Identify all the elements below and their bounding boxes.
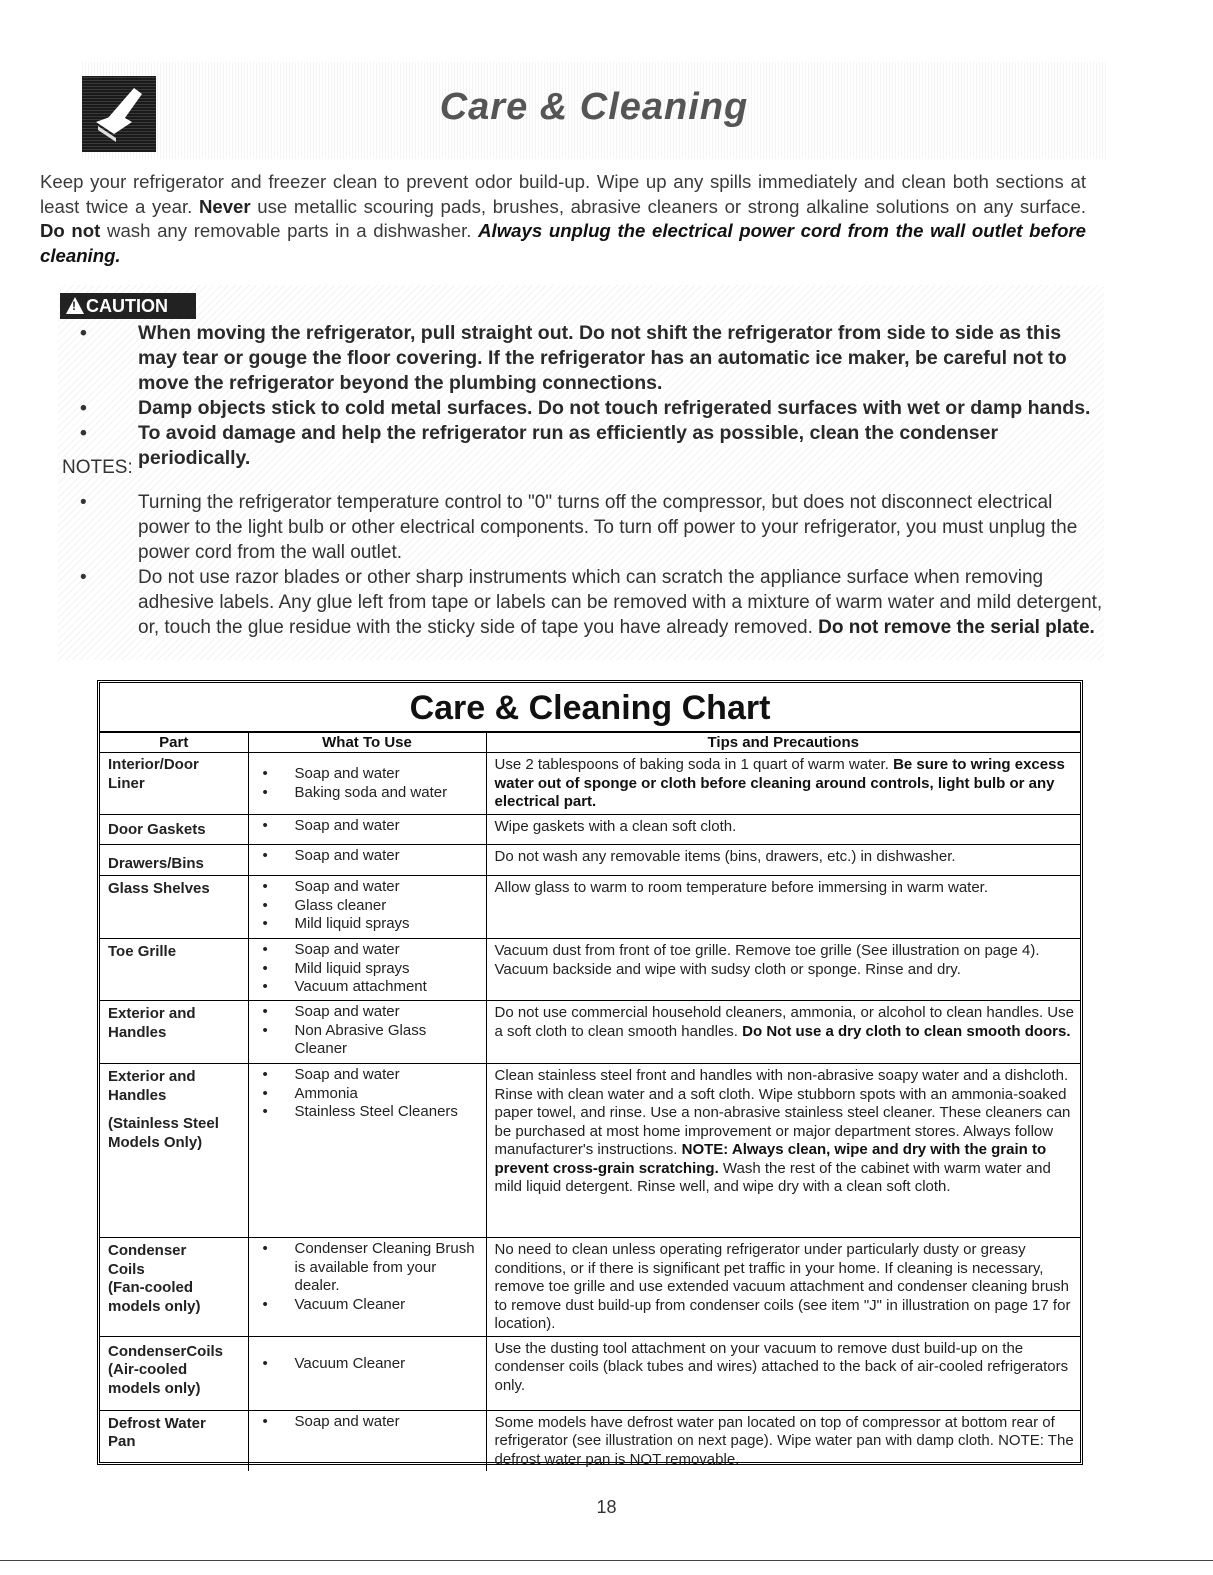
tip-text: Vacuum dust from front of toe grille. Remove toe grille (See illustration on page 4). Vacuum backside and wipe with sudsy cloth or sponge. Rinse and dry. xyxy=(494,942,1040,978)
cell-part xyxy=(100,1410,248,1471)
cell-tips xyxy=(486,1410,1080,1471)
caution-badge: !CAUTION xyxy=(60,293,196,319)
caution-item: • To avoid damage and help the refrigerator run as efficiently as possible, clean the condenser periodically. xyxy=(58,421,1104,471)
tip-text: Clean stainless steel front and handles with non-abrasive soapy water and a dishcloth. Rinse with clean water and a soft cloth. Wipe stubborn spots with an ammonia-soaked paper towel, and rinse. Use a non-abrasive stainless steel cleaner. These cleaners can be purchased at most home improvement or major department stores. Always follow manufacturer's instructions. xyxy=(494,1067,1071,1158)
tip-text: Use 2 tablespoons of baking soda in 1 quart of warm water. xyxy=(494,756,894,773)
note-item: • Do not use razor blades or other sharp instruments which can scratch the appliance surface when removing adhesive labels. Any glue left from tape or labels can be removed with a mixture of warm water and mild detergent, or, touch the glue residue with the sticky side of tape you have already removed. Do not remove the serial plate. xyxy=(58,565,1104,640)
cell-what-to-use xyxy=(248,939,486,1001)
use-item: • Baking soda and water xyxy=(257,784,480,803)
cell-tips xyxy=(486,1238,1080,1337)
tip-emphasis: Be sure to wring excess water out of sponge or cloth before cleaning around controls, light bulb or any electrical part. xyxy=(494,756,1065,810)
part-line: models only) xyxy=(108,1379,201,1397)
part-line: Door Gaskets xyxy=(108,820,206,838)
part-line: Exterior and xyxy=(108,1005,196,1022)
use-item: • Mild liquid sprays xyxy=(257,960,480,979)
cell-what-to-use xyxy=(248,1064,486,1238)
cell-part xyxy=(100,1064,248,1238)
cell-tips xyxy=(486,1001,1080,1064)
use-item: • Condenser Cleaning Brush is available from your dealer. xyxy=(257,1240,480,1296)
use-item: • Soap and water xyxy=(257,765,480,784)
tip-text: Do not wash any removable items (bins, drawers, etc.) in dishwasher. xyxy=(494,847,956,865)
use-item: • Vacuum attachment xyxy=(257,978,480,997)
unplug-warning: Always unplug the electrical power cord from the wall outlet before cleaning. xyxy=(40,220,1087,266)
tip-emphasis: Do Not use a dry cloth to clean smooth doors. xyxy=(742,1022,1071,1040)
cell-tips xyxy=(486,753,1080,815)
chart-table xyxy=(100,733,1080,1471)
table-row xyxy=(100,1336,1080,1410)
part-line xyxy=(108,1105,242,1115)
use-item: • Vacuum Cleaner xyxy=(257,1296,480,1315)
cell-part xyxy=(100,1336,248,1410)
table-header-row xyxy=(100,733,1080,753)
tip-text: Do not use commercial household cleaners, ammonia, or alcohol to clean handles. Use a soft cloth to clean smooth handles. xyxy=(494,1004,1074,1040)
cell-part xyxy=(100,1238,248,1337)
part-line: (Fan-cooled xyxy=(108,1279,193,1296)
cell-tips xyxy=(486,1336,1080,1410)
part-line: (Stainless Steel xyxy=(108,1115,219,1132)
tip-text: Allow glass to warm to room temperature before immersing in warm water. xyxy=(494,879,989,896)
part-line: Defrost Water xyxy=(108,1414,206,1432)
cell-what-to-use xyxy=(248,844,486,876)
bottom-rule xyxy=(0,1560,1213,1561)
notes-heading: NOTES: xyxy=(62,457,133,478)
cell-part xyxy=(100,939,248,1001)
notes-list xyxy=(58,490,1104,640)
cell-part xyxy=(100,844,248,876)
part-line: Condenser xyxy=(108,1242,187,1259)
cell-tips xyxy=(486,876,1080,939)
part-line: Models Only) xyxy=(108,1133,203,1151)
part-line: Handles xyxy=(108,1023,167,1041)
cell-part xyxy=(100,753,248,815)
tip-text: Some models have defrost water pan located on top of compressor at bottom rear of refrigerator (see illustration on next page). Wipe water pan with damp cloth. NOTE: The defrost water pan is NOT removable. xyxy=(494,1413,1074,1468)
tip-text: Use the dusting tool attachment on your vacuum to remove dust build-up on the condenser coils (black tubes and wires) attached to the back of air-cooled refrigerators only. xyxy=(494,1339,1069,1394)
caution-box xyxy=(58,285,1104,660)
tip-text: Wash the rest of the cabinet with warm water and mild liquid detergent. Rinse well, and wipe dry with a clean soft cloth. xyxy=(494,1159,1051,1195)
table-row xyxy=(100,1064,1080,1238)
use-item: • Soap and water xyxy=(257,1066,480,1085)
table-row xyxy=(100,753,1080,815)
table-row xyxy=(100,814,1080,844)
use-item: • Soap and water xyxy=(257,941,480,960)
column-header-part: Part xyxy=(100,733,248,753)
cell-what-to-use xyxy=(248,1238,486,1337)
use-item: • Glass cleaner xyxy=(257,897,480,916)
use-item: • Vacuum Cleaner xyxy=(257,1355,480,1374)
cell-tips xyxy=(486,1064,1080,1238)
intro-paragraph: Keep your refrigerator and freezer clean to prevent odor build-up. Wipe up any spills immediately and clean both sections at least twice a year. Never use metallic scouring pads, brushes, abrasive cleaners or strong alkaline solutions on any surface. Do not wash any removable parts in a dishwasher. Always unplug the electrical power cord from the wall outlet before cleaning. xyxy=(40,171,1087,266)
table-row xyxy=(100,1001,1080,1064)
caution-list xyxy=(58,321,1104,471)
cell-what-to-use xyxy=(248,1410,486,1471)
use-item: • Soap and water xyxy=(257,847,480,866)
use-item: • Non Abrasive Glass Cleaner xyxy=(257,1022,480,1059)
cell-part xyxy=(100,814,248,844)
part-line: Toe Grille xyxy=(108,943,177,960)
cell-what-to-use xyxy=(248,753,486,815)
part-line: Glass Shelves xyxy=(108,880,210,897)
section-header xyxy=(82,62,1106,158)
chart-title: Care & Cleaning Chart xyxy=(100,683,1080,733)
part-line: Liner xyxy=(108,774,145,792)
cell-tips xyxy=(486,814,1080,844)
note-item: • Turning the refrigerator temperature control to "0" turns off the compressor, but does not disconnect electrical power to the light bulb or other electrical components. To turn off power to your refrigerator, you must unplug the power cord from the wall outlet. xyxy=(58,490,1104,565)
page-title: Care & Cleaning xyxy=(439,86,749,128)
part-line: Coils xyxy=(108,1260,145,1278)
tip-text: Wipe gaskets with a clean soft cloth. xyxy=(494,817,737,835)
table-row xyxy=(100,1410,1080,1471)
cell-what-to-use xyxy=(248,1336,486,1410)
use-item: • Soap and water xyxy=(257,878,480,897)
care-cleaning-chart xyxy=(97,680,1083,1468)
use-item: • Stainless Steel Cleaners xyxy=(257,1103,480,1122)
cell-tips xyxy=(486,939,1080,1001)
part-line: models only) xyxy=(108,1297,201,1315)
caution-item: • When moving the refrigerator, pull straight out. Do not shift the refrigerator from side to side as this may tear or gouge the floor covering. If the refrigerator has an automatic ice maker, be careful not to move the refrigerator beyond the plumbing connections. xyxy=(58,321,1104,396)
part-line: Drawers/Bins xyxy=(108,854,204,872)
page-number: 18 xyxy=(596,1497,617,1517)
part-line: Handles xyxy=(108,1086,167,1104)
cell-part xyxy=(100,876,248,939)
table-row xyxy=(100,939,1080,1001)
warning-triangle-icon xyxy=(66,297,84,314)
cell-what-to-use xyxy=(248,814,486,844)
part-line: (Air-cooled xyxy=(108,1361,188,1378)
cell-part xyxy=(100,1001,248,1064)
use-item: • Ammonia xyxy=(257,1085,480,1104)
part-line: Interior/Door xyxy=(108,756,199,773)
tip-emphasis: NOTE: Always clean, wipe and dry with the grain to prevent cross-grain scratching. xyxy=(494,1141,1047,1177)
tip-text: No need to clean unless operating refrigerator under particularly dusty or greasy conditions, or if there is significant pet traffic in your home. If cleaning is necessary, remove toe grille and use extended vacuum attachment and condenser cleaning brush to remove dust build-up from condenser coils (see item "J" in illustration on page 17 for location). xyxy=(494,1241,1071,1332)
table-row xyxy=(100,844,1080,876)
table-row xyxy=(100,1238,1080,1337)
caution-item: • Damp objects stick to cold metal surfaces. Do not touch refrigerated surfaces with wet or damp hands. xyxy=(58,396,1104,421)
cell-what-to-use xyxy=(248,1001,486,1064)
column-header-use: What To Use xyxy=(248,733,486,753)
part-line: Pan xyxy=(108,1433,136,1450)
cell-tips xyxy=(486,844,1080,876)
use-item: • Soap and water xyxy=(257,1413,480,1432)
column-header-tips: Tips and Precautions xyxy=(486,733,1080,753)
cell-what-to-use xyxy=(248,876,486,939)
part-line: CondenserCoils xyxy=(108,1342,224,1360)
use-item: • Soap and water xyxy=(257,1003,480,1022)
use-item: • Mild liquid sprays xyxy=(257,915,480,934)
use-item: • Soap and water xyxy=(257,817,480,836)
part-line: Exterior and xyxy=(108,1068,196,1085)
table-row xyxy=(100,876,1080,939)
